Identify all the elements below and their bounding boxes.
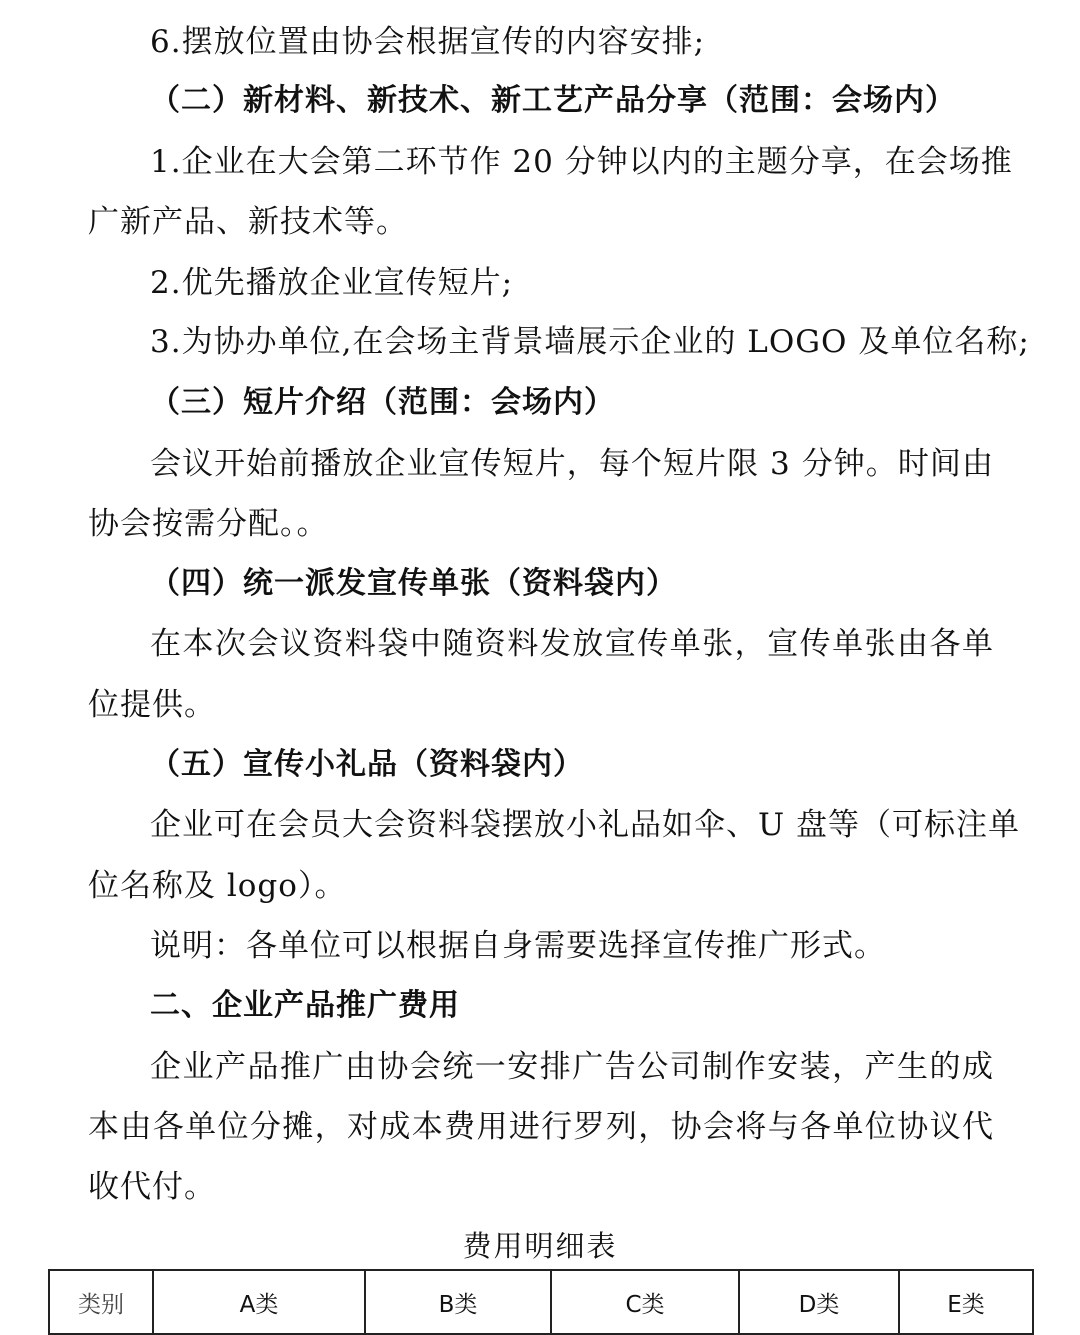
paragraph-line: 企业产品推广由协会统一安排广告公司制作安装，产生的成	[150, 1049, 994, 1085]
section-heading: （三）短片介绍（范围：会场内）	[150, 385, 615, 420]
section-heading: （五）宣传小礼品（资料袋内）	[150, 747, 584, 782]
paragraph-line: 协会按需分配。。	[88, 506, 329, 542]
paragraph-line: 本由各单位分摊，对成本费用进行罗列，协会将与各单位协议代	[88, 1109, 994, 1145]
paragraph-line: 说明：各单位可以根据自身需要选择宣传推广形式。	[150, 928, 886, 964]
paragraph-line: 6.摆放位置由协会根据宣传的内容安排;	[150, 24, 706, 60]
paragraph-line: 1.企业在大会第二环节作 20 分钟以内的主题分享，在会场推	[150, 144, 1013, 180]
paragraph-line: 在本次会议资料袋中随资料发放宣传单张，宣传单张由各单	[150, 626, 994, 662]
paragraph-line: 广新产品、新技术等。	[88, 204, 408, 240]
paragraph-line: 位名称及 logo）。	[88, 868, 347, 904]
header-class-e: E类	[899, 1270, 1033, 1334]
table-header-row	[49, 1270, 1033, 1334]
paragraph-line: 位提供。	[88, 687, 216, 723]
paragraph-line: 3.为协办单位,在会场主背景墙展示企业的 LOGO 及单位名称;	[150, 324, 1030, 360]
section-heading: 二、企业产品推广费用	[150, 988, 460, 1023]
header-class-a: A类	[153, 1270, 365, 1334]
header-class-c: C类	[551, 1270, 739, 1334]
paragraph-line: 收代付。	[88, 1169, 216, 1205]
paragraph-line: 2.优先播放企业宣传短片;	[150, 265, 514, 301]
fee-table	[48, 1269, 1034, 1335]
table-caption: 费用明细表	[462, 1229, 618, 1263]
section-heading: （四）统一派发宣传单张（资料袋内）	[150, 566, 677, 601]
section-heading: （二）新材料、新技术、新工艺产品分享（范围：会场内）	[150, 83, 956, 118]
header-class-b: B类	[365, 1270, 551, 1334]
paragraph-line: 企业可在会员大会资料袋摆放小礼品如伞、U 盘等（可标注单	[150, 807, 1020, 843]
paragraph-line: 会议开始前播放企业宣传短片，每个短片限 3 分钟。时间由	[150, 446, 994, 482]
header-class-d: D类	[739, 1270, 899, 1334]
header-category: 类别	[49, 1270, 153, 1334]
